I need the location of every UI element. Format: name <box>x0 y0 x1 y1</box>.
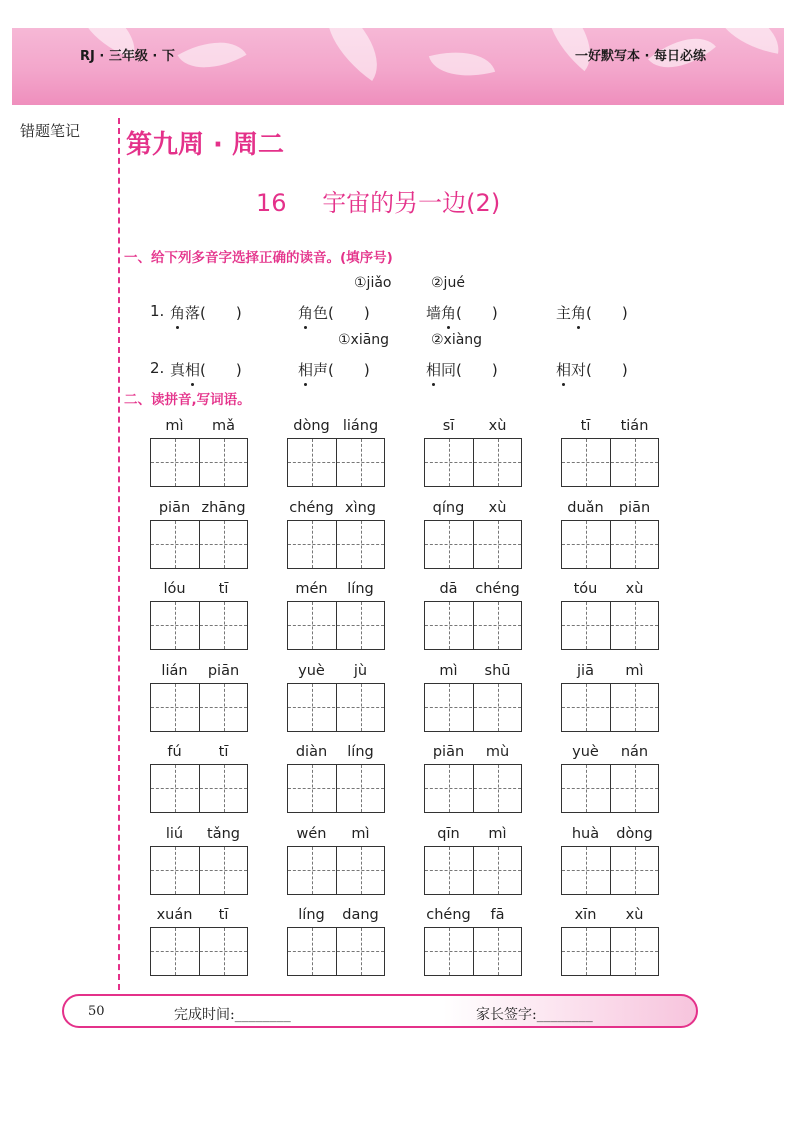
word-cell <box>561 500 659 582</box>
pinyin-label: dòng <box>616 825 653 842</box>
header-series: 一好默写本 · 每日必练 <box>575 49 706 64</box>
word-cell <box>287 907 385 989</box>
polyphone-item[interactable]: 相声( ) <box>298 361 370 379</box>
writing-box[interactable] <box>561 438 659 487</box>
pinyin-label: yuè <box>572 744 599 760</box>
word-cell <box>287 826 385 908</box>
word-cell <box>424 907 522 989</box>
polyphone-item[interactable]: 墙角( ) <box>426 304 498 322</box>
pinyin-label: tī <box>580 418 591 434</box>
writing-box[interactable] <box>424 520 522 569</box>
pinyin-label: líng <box>347 744 374 760</box>
pinyin-label: fā <box>490 907 505 923</box>
writing-box[interactable] <box>287 683 385 732</box>
writing-box[interactable] <box>561 520 659 569</box>
dotted-char: 相 <box>556 361 572 379</box>
writing-box[interactable] <box>150 927 248 976</box>
pinyin-label: liú <box>165 825 184 842</box>
word-cell <box>561 907 659 989</box>
word-cell <box>287 418 385 500</box>
pinyin-label: dòng <box>293 418 330 434</box>
pinyin-label: chéng <box>475 581 520 597</box>
pinyin-label: dā <box>439 581 458 597</box>
pinyin-label: qíng <box>432 499 465 516</box>
word-cell <box>150 907 248 989</box>
polyphone-item[interactable]: 相同( ) <box>426 361 498 379</box>
pinyin-label: mén <box>295 581 328 597</box>
writing-box[interactable] <box>150 520 248 569</box>
word-cell <box>150 826 248 908</box>
dotted-char: 角 <box>571 304 587 322</box>
completion-time-field[interactable]: 完成时间:________ <box>174 1007 291 1023</box>
question-number: 1. <box>150 302 165 320</box>
pinyin-label: lóu <box>163 581 186 597</box>
writing-box[interactable] <box>150 764 248 813</box>
pinyin-label: piān <box>158 499 191 516</box>
word-cell <box>561 581 659 663</box>
word-cell <box>424 500 522 582</box>
writing-box[interactable] <box>424 927 522 976</box>
pinyin-label: chéng <box>289 499 334 516</box>
word-cell <box>150 663 248 745</box>
lesson-number: 16 <box>256 189 287 217</box>
pinyin-label: xù <box>488 418 507 434</box>
pinyin-label: qīn <box>437 825 460 842</box>
word-cell <box>287 500 385 582</box>
pinyin-label: tián <box>620 418 649 434</box>
dotted-char: 角 <box>298 304 314 322</box>
day-title: 第九周 · 周二 <box>126 130 284 160</box>
pinyin-label: lián <box>161 662 188 679</box>
word-cell <box>424 663 522 745</box>
pinyin-label: mì <box>625 662 644 679</box>
pinyin-label: mì <box>488 825 507 842</box>
pinyin-label: mì <box>439 662 458 679</box>
word-cell <box>561 744 659 826</box>
writing-box[interactable] <box>150 438 248 487</box>
pinyin-label: tī <box>218 744 229 760</box>
word-cell <box>287 744 385 826</box>
option-text: ②jué <box>431 275 465 291</box>
polyphone-item[interactable]: 真相( ) <box>170 361 242 379</box>
pinyin-label: wén <box>296 825 327 842</box>
pinyin-label: mǎ <box>211 418 235 434</box>
writing-box[interactable] <box>424 764 522 813</box>
word-cell <box>150 744 248 826</box>
writing-box[interactable] <box>150 683 248 732</box>
section-1-heading: 一、给下列多音字选择正确的读音。(填序号) <box>124 250 393 266</box>
word-cell <box>424 826 522 908</box>
writing-box[interactable] <box>150 846 248 895</box>
writing-box[interactable] <box>287 927 385 976</box>
writing-box[interactable] <box>561 846 659 895</box>
dotted-char: 相 <box>298 361 314 379</box>
writing-box[interactable] <box>287 764 385 813</box>
header-banner <box>12 28 784 105</box>
pinyin-label: duǎn <box>567 499 604 516</box>
notes-divider <box>118 118 120 990</box>
pinyin-label: fú <box>167 744 182 760</box>
writing-box[interactable] <box>287 520 385 569</box>
word-cell <box>287 581 385 663</box>
writing-box[interactable] <box>561 927 659 976</box>
pinyin-label: chéng <box>426 907 471 923</box>
pinyin-label: jiā <box>577 662 594 679</box>
writing-box[interactable] <box>287 601 385 650</box>
pinyin-label: líng <box>298 907 325 923</box>
pinyin-label: jù <box>353 662 368 679</box>
pinyin-label: dang <box>342 907 379 923</box>
pinyin-label: tǎng <box>207 825 240 842</box>
pinyin-label: sī <box>442 418 455 434</box>
pinyin-label: piān <box>207 662 240 679</box>
pinyin-label: xuán <box>156 907 193 923</box>
pinyin-label: xù <box>625 907 644 923</box>
footer-bar <box>62 994 698 1028</box>
option-text: ②xiàng <box>431 332 483 348</box>
dotted-char: 相 <box>185 361 201 379</box>
pinyin-label: piān <box>618 499 651 516</box>
word-cell <box>150 418 248 500</box>
header-grade: RJ · 三年级 · 下 <box>80 49 175 64</box>
polyphone-item[interactable]: 主角( ) <box>556 304 628 322</box>
polyphone-item[interactable]: 角落( ) <box>170 304 242 322</box>
parent-signature-field[interactable]: 家长签字:________ <box>476 1007 593 1023</box>
pinyin-label: mì <box>165 418 184 434</box>
dotted-char: 相 <box>426 361 442 379</box>
option-text: ①xiāng <box>338 332 390 348</box>
word-cell <box>561 826 659 908</box>
pinyin-label: huà <box>571 825 600 842</box>
pinyin-label: xīn <box>574 907 597 923</box>
writing-box[interactable] <box>424 438 522 487</box>
question-number: 2. <box>150 359 165 377</box>
pinyin-label: liáng <box>342 418 379 434</box>
writing-box[interactable] <box>561 764 659 813</box>
word-cell <box>424 418 522 500</box>
pinyin-label: tī <box>218 907 229 923</box>
word-cell <box>561 663 659 745</box>
pinyin-writing-grid <box>150 418 660 978</box>
writing-box[interactable] <box>424 683 522 732</box>
pinyin-label: mù <box>485 744 510 760</box>
word-cell <box>561 418 659 500</box>
writing-box[interactable] <box>561 683 659 732</box>
section-2-heading: 二、读拼音,写词语。 <box>124 392 251 408</box>
word-cell <box>424 744 522 826</box>
pinyin-label: nán <box>620 744 649 760</box>
word-cell <box>287 663 385 745</box>
page-number: 50 <box>88 1004 105 1019</box>
pinyin-label: xù <box>625 581 644 597</box>
dotted-char: 角 <box>170 304 186 322</box>
writing-box[interactable] <box>561 601 659 650</box>
writing-box[interactable] <box>287 438 385 487</box>
polyphone-item[interactable]: 相对( ) <box>556 361 628 379</box>
pinyin-label: tóu <box>573 581 598 597</box>
pinyin-label: zhāng <box>201 499 246 516</box>
word-cell <box>150 500 248 582</box>
pinyin-label: piān <box>432 744 465 760</box>
pinyin-label: yuè <box>298 662 325 679</box>
dotted-char: 角 <box>441 304 457 322</box>
word-cell <box>150 581 248 663</box>
side-label-error-notes: 错题笔记 <box>20 122 81 140</box>
word-cell <box>424 581 522 663</box>
lesson-title <box>256 183 500 218</box>
lesson-name: 宇宙的另一边(2) <box>322 189 501 217</box>
writing-box[interactable] <box>287 846 385 895</box>
pinyin-label: shū <box>484 662 511 679</box>
pinyin-label: tī <box>218 581 229 597</box>
option-text: ①jiǎo <box>354 275 392 291</box>
pinyin-label: xù <box>488 499 507 516</box>
pinyin-label: diàn <box>295 744 328 760</box>
pinyin-label: líng <box>347 581 374 597</box>
writing-box[interactable] <box>150 601 248 650</box>
pinyin-label: mì <box>351 825 370 842</box>
polyphone-item[interactable]: 角色( ) <box>298 304 370 322</box>
writing-box[interactable] <box>424 601 522 650</box>
pinyin-label: xìng <box>344 499 376 516</box>
writing-box[interactable] <box>424 846 522 895</box>
